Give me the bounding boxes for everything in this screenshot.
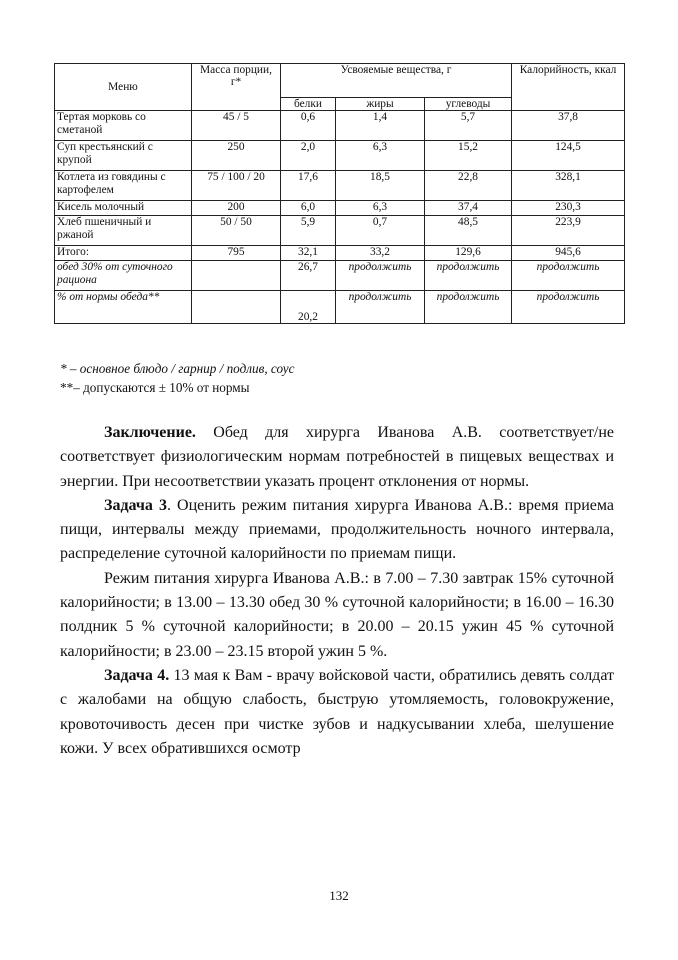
cell-fats: 0,7 xyxy=(336,216,425,246)
cell-proteins: 17,6 xyxy=(281,171,336,201)
cell-fats: 1,4 xyxy=(336,111,425,141)
cell-fats: 18,5 xyxy=(336,171,425,201)
cell-proteins: 0,6 xyxy=(281,111,336,141)
page-number: 132 xyxy=(329,888,349,903)
cell-carbs: 15,2 xyxy=(425,141,512,171)
regime-paragraph: Режим питания хирурга Иванова А.В.: в 7.00 – 7.30 завтрак 15% суточной калорийности; в 13.00 – 13.30 обед 30 % суточной калорийности; в 16.00 – 16.30 полдник 5 % суточной калорийности; в 20.00 – 20.15 ужин 45 % суточной калорийности; в 23.00 – 23.15 второй ужин 5 %. xyxy=(60,569,614,660)
cell-lunch-share-label: обед 30% от суточного рациона xyxy=(55,261,192,291)
cell-kcal: 124,5 xyxy=(512,141,625,171)
cell-kcal: 328,1 xyxy=(512,171,625,201)
cell-norm-kcal: продолжить xyxy=(512,291,625,324)
table-row xyxy=(55,111,625,141)
table-header-row xyxy=(55,64,625,98)
cell-menu: Кисель молочный xyxy=(55,201,192,216)
table-row xyxy=(55,216,625,246)
conclusion-text: Обед для хирурга Иванова А.В. соответствует/не соответствует физиологическим нормам потребностей в пищевых веществах и энергии. При несоответствии указать процент отклонения от нормы. xyxy=(60,424,614,490)
task4-text: 13 мая к Вам - врачу войсковой части, обратились девять солдат с жалобами на общую слабость, быструю утомляемость, головокружение, кровоточивость десен при чистке зубов и надкусывании хлеба, шелушение кожи. У всех обратившихся осмотр xyxy=(60,666,615,757)
footnote-1: * – основное блюдо / гарнир / подлив, соус xyxy=(60,361,295,376)
task3-text: . Оценить режим питания хирурга Иванова А.В.: время приема пищи, интервалы между приемами, продолжительность ночного интервала, распределение суточной калорийности по приемам пищи. xyxy=(60,496,614,563)
nutrition-table xyxy=(54,63,625,324)
cell-menu: Суп крестьянский с крупой xyxy=(55,141,192,171)
conclusion-paragraph xyxy=(60,421,614,494)
cell-norm-label: % от нормы обеда** xyxy=(55,291,192,324)
table-row xyxy=(55,141,625,171)
cell-mass: 50 / 50 xyxy=(192,216,281,246)
cell-fats: 33,2 xyxy=(336,246,425,261)
header-fats: жиры xyxy=(336,98,425,111)
cell-fats: 6,3 xyxy=(336,141,425,171)
cell-carbs: 37,4 xyxy=(425,201,512,216)
cell-kcal: 37,8 xyxy=(512,111,625,141)
cell-menu: Котлета из говядины с картофелем xyxy=(55,171,192,201)
cell-carbs: 22,8 xyxy=(425,171,512,201)
cell-norm-fats: продолжить xyxy=(336,291,425,324)
cell-menu: Тертая морковь со сметаной xyxy=(55,111,192,141)
header-mass: Масса порции, г* xyxy=(192,64,281,111)
task4-paragraph xyxy=(60,664,614,761)
cell-norm-proteins: 20,2 xyxy=(281,291,336,324)
header-digestible: Усвояемые вещества, г xyxy=(281,64,512,98)
cell-mass: 250 xyxy=(192,141,281,171)
table-row xyxy=(55,171,625,201)
cell-mass: 795 xyxy=(192,246,281,261)
cell-lunch-share-mass xyxy=(192,261,281,291)
cell-lunch-share-carbs: продолжить xyxy=(425,261,512,291)
cell-kcal: 230,3 xyxy=(512,201,625,216)
header-carbs: углеводы xyxy=(425,98,512,111)
cell-carbs: 48,5 xyxy=(425,216,512,246)
table-row-norm xyxy=(55,291,625,324)
cell-kcal: 223,9 xyxy=(512,216,625,246)
header-menu: Меню xyxy=(55,64,192,111)
cell-kcal: 945,6 xyxy=(512,246,625,261)
task3-paragraph xyxy=(60,494,614,567)
footnote-2: **– допускаются ± 10% от нормы xyxy=(60,380,250,395)
cell-norm-carbs: продолжить xyxy=(425,291,512,324)
cell-menu: Хлеб пшеничный и ржаной xyxy=(55,216,192,246)
footnotes xyxy=(60,359,620,397)
table-row xyxy=(55,201,625,216)
cell-mass: 200 xyxy=(192,201,281,216)
body-text xyxy=(60,421,614,761)
cell-proteins: 6,0 xyxy=(281,201,336,216)
header-calories: Калорийность, ккал xyxy=(512,64,625,111)
cell-proteins: 5,9 xyxy=(281,216,336,246)
task3-heading: Задача 3 xyxy=(104,496,167,514)
cell-norm-mass xyxy=(192,291,281,324)
cell-mass: 45 / 5 xyxy=(192,111,281,141)
table-row-lunch-share xyxy=(55,261,625,291)
cell-proteins: 2,0 xyxy=(281,141,336,171)
table-row-total xyxy=(55,246,625,261)
cell-carbs: 129,6 xyxy=(425,246,512,261)
cell-lunch-share-fats: продолжить xyxy=(336,261,425,291)
cell-mass: 75 / 100 / 20 xyxy=(192,171,281,201)
task4-heading: Задача 4. xyxy=(104,666,170,684)
cell-lunch-share-kcal: продолжить xyxy=(512,261,625,291)
cell-menu: Итого: xyxy=(55,246,192,261)
cell-carbs: 5,7 xyxy=(425,111,512,141)
cell-proteins: 32,1 xyxy=(281,246,336,261)
cell-lunch-share-proteins: 26,7 xyxy=(281,261,336,291)
cell-fats: 6,3 xyxy=(336,201,425,216)
header-proteins: белки xyxy=(281,98,336,111)
conclusion-heading: Заключение. xyxy=(104,424,196,441)
